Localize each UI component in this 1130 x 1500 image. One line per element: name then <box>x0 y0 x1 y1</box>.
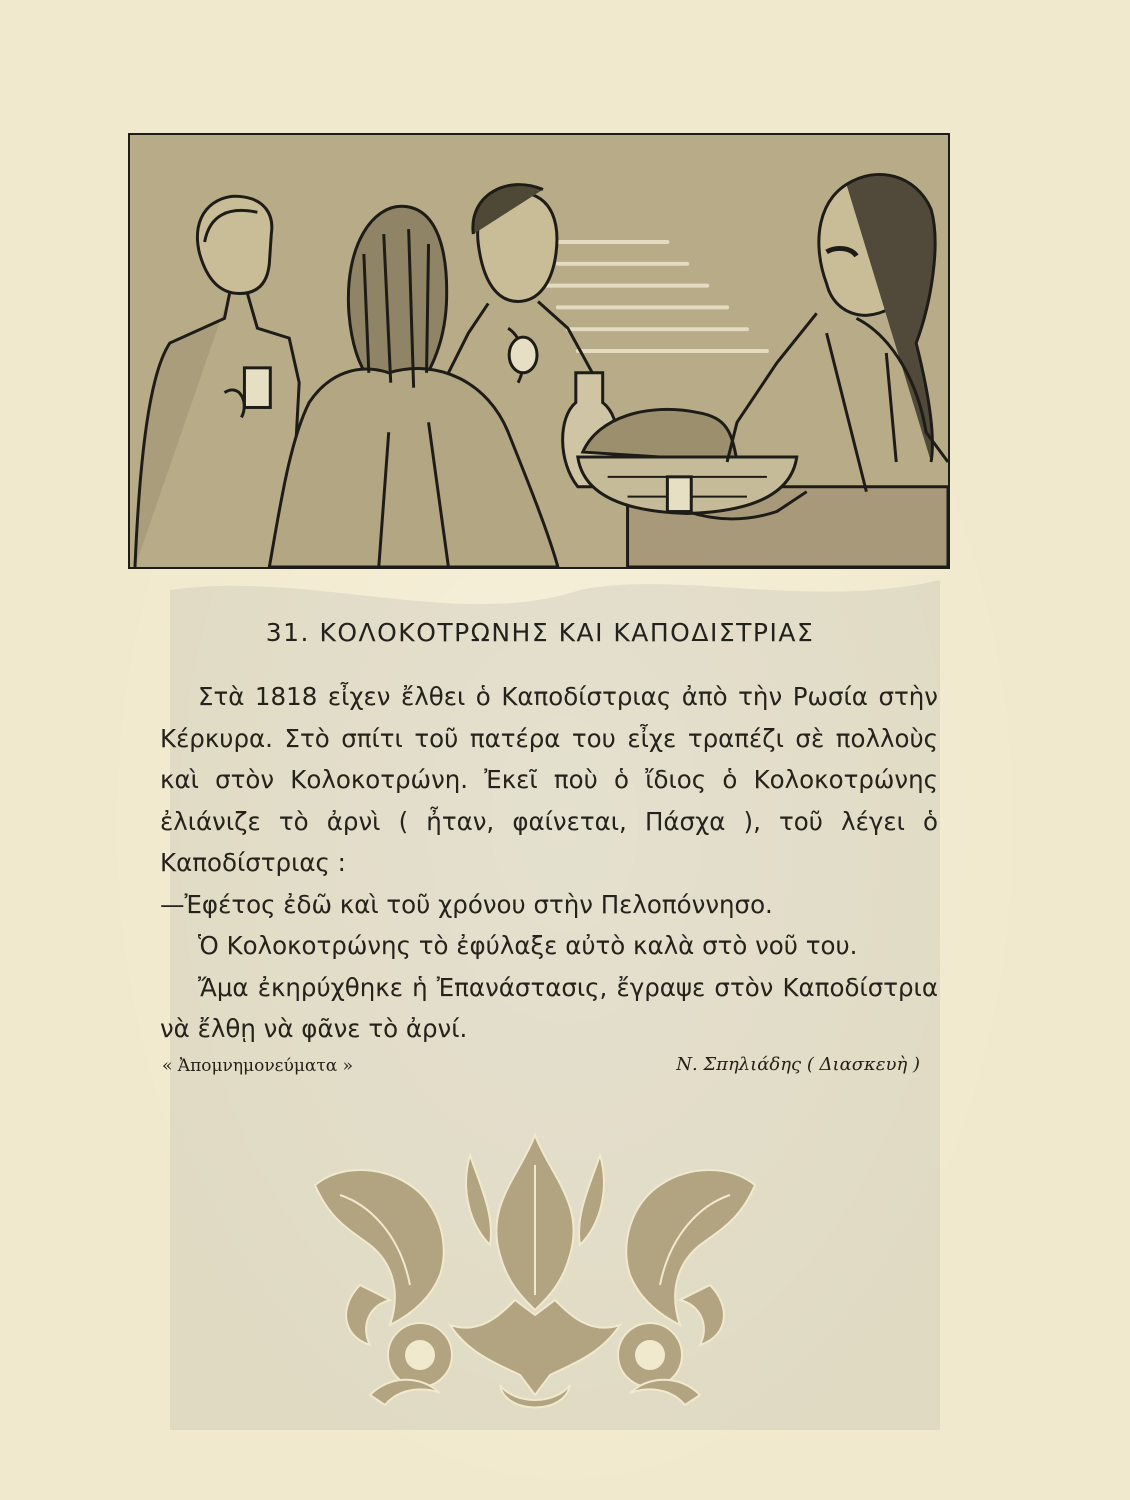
paragraph: Ὁ Κολοκοτρώνης τὸ ἐφύλαξε αὐτὸ καλὰ στὸ νοῦ του. <box>198 931 858 960</box>
paragraph: Ἄμα ἐκηρύχθηκε ἡ Ἐπανάστασις, ἔγραψε στὸν Καποδίστρια νὰ ἔλθῃ νὰ φᾶνε τὸ ἀρνί. <box>160 972 938 1043</box>
paragraph-dialogue: —Ἐφέτος ἐδῶ καὶ τοῦ χρόνου στὴν Πελοπόννησο. <box>160 889 773 919</box>
source-author: Ν. Σπηλιάδης ( Διασκευὴ ) <box>676 1054 920 1075</box>
source-attribution <box>160 1050 920 1084</box>
paragraph: Στὰ 1818 εἶχεν ἔλθει ὁ Καποδίστριας ἀπὸ τὴν Ρωσία στὴν Κέρκυρα. Στὸ σπίτι τοῦ πατέρα του εἶχε τραπέζι σὲ πολλοὺς καὶ στὸν Κολοκοτρώνη. Ἐκεῖ ποὺ ὁ ἴδιος ὁ Κολοκοτρώνης ἐλιάνιζε τὸ ἀρνὶ ( ἦταν, φαίνεται, Πάσχα ), τοῦ λέγει ὁ Καποδίστριας : <box>160 682 938 877</box>
chapter-title: 31. ΚΟΛΟΚΟΤΡΩΝΗΣ ΚΑΙ ΚΑΠΟΔΙΣΤΡΙΑΣ <box>265 618 815 647</box>
illustration <box>128 133 950 569</box>
body-text <box>160 676 938 1050</box>
source-work: « Ἀπομνημονεύματα » <box>162 1056 354 1076</box>
engraving-illustration <box>130 135 948 567</box>
floral-ornament-icon <box>300 1125 770 1425</box>
